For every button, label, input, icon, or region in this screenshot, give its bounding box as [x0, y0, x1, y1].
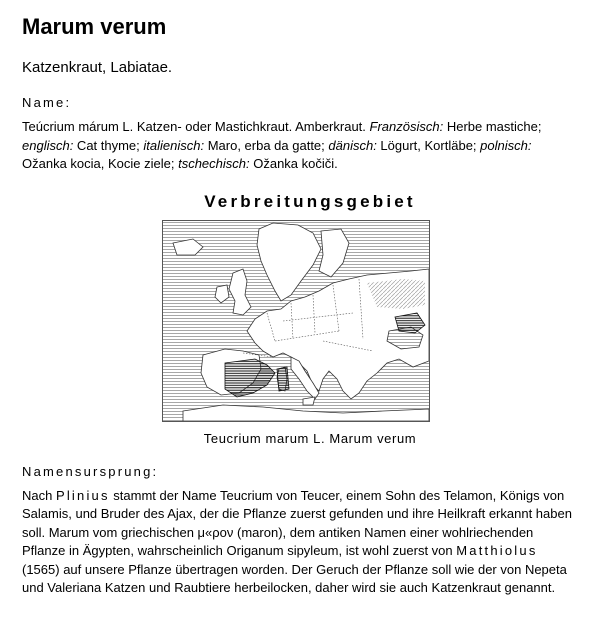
latin-names-text: Teúcrium márum L. Katzen- oder Mastichkraut. Amberkraut.	[22, 119, 370, 134]
author-name-matthiolus: Matthiolus	[456, 543, 538, 558]
language-label-polish: polnisch:	[480, 137, 532, 153]
distribution-map	[162, 220, 430, 422]
name-section-text	[22, 118, 578, 174]
monograph-page	[22, 12, 578, 598]
polish-names-text: Ožanka kocia, Kocie ziele;	[22, 156, 179, 171]
page-title: Marum verum	[22, 14, 167, 39]
language-label-english: englisch:	[22, 137, 74, 153]
english-names-text: Cat thyme;	[73, 137, 144, 153]
range-area-islands	[277, 367, 289, 391]
origin-text-part-2: stammt der Name Teucrium von Teucer, einem Sohn des Telamon, Königs von Salamis, und Bruder des Ajax, der die Pflanze zuerst gefunden und ihre Heilkraft erkannt haben soll. Marum vom griechischen μ«ρον (maron), dem antiken Namen einer wohlriechenden Pflanze in Ägypten, wahrscheinlich Origanum sipyleum, ist wohl zuerst von	[22, 487, 572, 558]
origin-section-label: Namensursprung:	[22, 463, 159, 479]
language-label-french: Französisch:	[369, 119, 444, 134]
language-label-danish: dänisch:	[328, 137, 377, 153]
name-section-label: Name:	[22, 95, 72, 110]
language-label-czech: tschechisch:	[178, 156, 250, 171]
danish-names-text: Lögurt, Kortläbe;	[376, 137, 481, 153]
origin-text-part-3: (1565) auf unsere Pflanze übertragen worden. Der Geruch der Pflanze soll wie der von Nepeta und Valeriana Katzen und Raubtiere herbeilocken, daher wird sie auch Katzenkraut genannt.	[22, 561, 567, 595]
origin-text-part-1: Nach	[22, 487, 56, 503]
czech-names-text: Ožanka kočiči.	[249, 156, 338, 171]
language-label-italian: italienisch:	[143, 137, 205, 153]
italian-names-text: Maro, erba da gatte;	[204, 137, 329, 153]
distribution-heading: Verbreitungsgebiet	[204, 191, 416, 211]
map-caption: Teucrium marum L. Marum verum	[203, 430, 417, 446]
plant-family-subtitle: Katzenkraut, Labiatae.	[22, 59, 173, 76]
origin-section-text	[22, 487, 578, 598]
author-name-plinius: Plinius	[55, 487, 110, 503]
europe-map-illustration	[163, 221, 429, 421]
french-names-text: Herbe mastiche;	[443, 119, 542, 134]
